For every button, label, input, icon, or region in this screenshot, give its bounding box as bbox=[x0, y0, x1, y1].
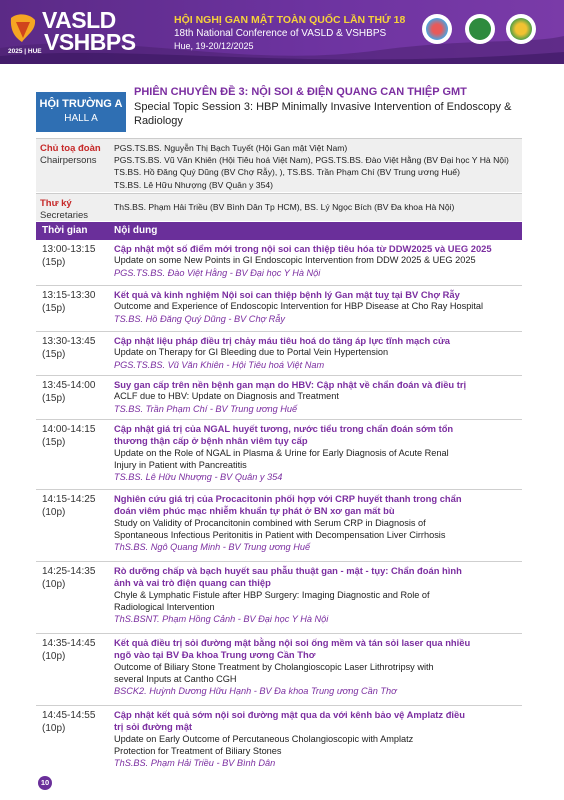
speaker: BSCK2. Huỳnh Dương Hữu Hạnh - BV Đa khoa Trung ương Cần Thơ bbox=[114, 686, 397, 697]
duration: (15p) bbox=[42, 303, 66, 314]
hall-label bbox=[36, 92, 126, 132]
talk-title-vn: ngõ vào tại BV Đa khoa Trung ương Cần Thơ bbox=[114, 649, 316, 661]
schedule-row bbox=[36, 634, 522, 706]
hall-label-vn: HỘI TRƯỜNG A bbox=[39, 98, 123, 110]
talk-title-vn: Cập nhật giá trị của NGAL huyết tương, nước tiểu trong chẩn đoán sớm tổn bbox=[114, 423, 454, 434]
schedule-row bbox=[36, 562, 522, 634]
schedule-row bbox=[36, 420, 522, 490]
vasld-logo bbox=[8, 6, 158, 58]
talk-title-en: Spontaneous Infectious Peritonitis in Patient with Decompensation Liver Cirrhosis bbox=[114, 529, 446, 540]
talk-title-en: Injury in Patient with Pancreatitis bbox=[114, 459, 247, 470]
row-content bbox=[114, 565, 520, 625]
duration: (15p) bbox=[42, 393, 66, 404]
university-badge-icon bbox=[506, 14, 536, 44]
conference-title bbox=[174, 14, 405, 51]
time-range: 14:25-14:35 bbox=[42, 566, 96, 577]
time-range: 13:00-13:15 bbox=[42, 244, 96, 255]
secretaries-label bbox=[40, 198, 112, 221]
schedule-row bbox=[36, 240, 522, 286]
schedule-row bbox=[36, 490, 522, 562]
chairperson-line: PGS.TS.BS. Vũ Văn Khiên (Hội Tiêu hoá Việt Nam), PGS.TS.BS. Đào Việt Hằng (BV Đại học Y Hà Nội) bbox=[114, 155, 509, 166]
talk-title-vn: Suy gan cấp trên nền bệnh gan mạn do HBV: Cập nhật về chẩn đoán và điều trị bbox=[114, 379, 467, 390]
talk-title-vn: Kết quả điều trị sỏi đường mật bằng nội soi ống mềm và tán sỏi laser qua nhiều bbox=[114, 637, 471, 648]
conference-title-en: 18th National Conference of VASLD & VSHBPS bbox=[174, 28, 387, 39]
speaker: TS.BS. Trần Phạm Chí - BV Trung ương Huế bbox=[114, 404, 298, 415]
talk-title-en: Outcome and Experience of Endoscopic Intervention for HBP Disease at Cho Ray Hospital bbox=[114, 301, 484, 312]
row-content bbox=[114, 335, 520, 371]
row-time bbox=[42, 243, 110, 269]
talk-title-en: Protection for Treatment of Biliary Stones bbox=[114, 745, 282, 756]
secretaries-label-en: Secretaries bbox=[40, 210, 89, 221]
talk-title-vn: Cập nhật kết quả sớm nội soi đường mật qua da với kênh bảo vệ Amplatz điều bbox=[114, 709, 465, 720]
row-time bbox=[42, 423, 110, 449]
talk-title-vn: Rò dưỡng chấp và bạch huyết sau phẫu thuật gan - mật - tụy: Chẩn đoán hình bbox=[114, 565, 462, 576]
duration: (10p) bbox=[42, 723, 66, 734]
talk-title-en: several Inputs at Cantho CGH bbox=[114, 673, 237, 684]
talk-title-vn: thương thận cấp ở bệnh nhân viêm tụy cấp bbox=[114, 435, 308, 447]
association-badge-icon bbox=[465, 14, 495, 44]
speaker: TS.BS. Lê Hữu Nhượng - BV Quân y 354 bbox=[114, 472, 283, 483]
schedule-row bbox=[36, 376, 522, 420]
talk-title-vn: Cập nhật một số điểm mới trong nội soi can thiệp tiêu hóa từ DDW2025 và UEG 2025 bbox=[114, 243, 492, 254]
page-number: 10 bbox=[38, 776, 52, 790]
time-range: 13:30-13:45 bbox=[42, 336, 96, 347]
talk-title-en: Update on some New Points in GI Endoscopic Intervention from DDW 2025 & UEG 2025 bbox=[114, 255, 476, 266]
chairperson-line: PGS.TS.BS. Nguyễn Thị Bạch Tuyết (Hội Gan mật Việt Nam) bbox=[114, 143, 348, 153]
chairpersons-label-vn: Chủ toạ đoàn bbox=[40, 143, 101, 154]
time-range: 14:35-14:45 bbox=[42, 638, 96, 649]
talk-title-en: Study on Validity of Procancitonin combined with Serum CRP in Diagnosis of bbox=[114, 517, 426, 528]
duration: (10p) bbox=[42, 579, 66, 590]
schedule-table-header bbox=[36, 222, 522, 240]
row-time bbox=[42, 289, 110, 315]
time-range: 13:45-14:00 bbox=[42, 380, 96, 391]
row-content bbox=[114, 379, 520, 415]
speaker: TS.BS. Hồ Đăng Quý Dũng - BV Chợ Rẫy bbox=[114, 314, 285, 325]
row-time bbox=[42, 565, 110, 591]
row-content bbox=[114, 709, 520, 769]
duration: (15p) bbox=[42, 437, 66, 448]
row-time bbox=[42, 493, 110, 519]
schedule-row bbox=[36, 286, 522, 332]
talk-title-en: Update on Therapy for GI Bleeding due to Portal Vein Hypertension bbox=[114, 347, 389, 358]
talk-title-en: Update on Early Outcome of Percutaneous Cholangioscopic with Amplatz bbox=[114, 733, 414, 744]
time-range: 14:15-14:25 bbox=[42, 494, 96, 505]
talk-title-en: Update on the Role of NGAL in Plasma & Urine for Early Diagnosis of Acute Renal bbox=[114, 447, 449, 458]
row-content bbox=[114, 243, 520, 279]
talk-title-vn: ảnh và vai trò điện quang can thiệp bbox=[114, 577, 271, 589]
row-time bbox=[42, 637, 110, 663]
time-range: 13:15-13:30 bbox=[42, 290, 96, 301]
schedule-row bbox=[36, 332, 522, 376]
talk-title-vn: Kết quả và kinh nghiệm Nội soi can thiệp bệnh lý Gan mật tuỵ tại BV Chợ Rẫy bbox=[114, 289, 460, 300]
speaker: PGS.TS.BS. Vũ Văn Khiên - Hội Tiêu hoá Việt Nam bbox=[114, 360, 325, 371]
speaker: ThS.BS. Ngô Quang Minh - BV Trung ương Huế bbox=[114, 542, 311, 553]
conference-date: Hue, 19-20/12/2025 bbox=[174, 41, 254, 51]
speaker: PGS.TS.BS. Đào Việt Hằng - BV Đại học Y Hà Nội bbox=[114, 268, 321, 279]
liver-emblem-icon bbox=[8, 12, 38, 48]
column-header-content: Nội dung bbox=[114, 225, 158, 236]
row-content bbox=[114, 423, 520, 483]
talk-title-en: ACLF due to HBV: Update on Diagnosis and Treatment bbox=[114, 391, 339, 402]
time-range: 14:45-14:55 bbox=[42, 710, 96, 721]
duration: (15p) bbox=[42, 257, 66, 268]
row-time bbox=[42, 709, 110, 735]
row-content bbox=[114, 289, 520, 325]
row-content bbox=[114, 637, 520, 697]
talk-title-en: Chyle & Lymphatic Fistule after HBP Surgery: Imaging Diagnostic and Role of bbox=[114, 589, 430, 600]
chairpersons-label bbox=[40, 143, 112, 166]
secretaries-label-vn: Thư ký bbox=[40, 198, 72, 209]
logo-text-vasld: VASLD bbox=[42, 7, 116, 33]
chairperson-line: TS.BS. Lê Hữu Nhượng (BV Quân y 354) bbox=[114, 179, 274, 190]
talk-title-vn: Cập nhật liệu pháp điều trị chảy máu tiêu hoá do tăng áp lực tĩnh mạch cửa bbox=[114, 335, 451, 346]
talk-title-vn: đoán viêm phúc mạc nhiễm khuẩn tự phát ở BN xơ gan mất bù bbox=[114, 505, 395, 517]
society-badge-icon bbox=[422, 14, 452, 44]
logo-text-vshbps: VSHBPS bbox=[44, 29, 136, 55]
duration: (15p) bbox=[42, 349, 66, 360]
talk-title-en: Radiological Intervention bbox=[114, 601, 215, 612]
chairpersons-block bbox=[36, 138, 522, 192]
schedule-row bbox=[36, 706, 522, 774]
speaker: ThS.BSNT. Phạm Hồng Cảnh - BV Đại học Y Hà Nội bbox=[114, 614, 329, 625]
talk-title-en: Outcome of Biliary Stone Treatment by Cholangioscopic Laser Lithrotripsy with bbox=[114, 661, 434, 672]
logo-year: 2025 | HUE bbox=[8, 48, 42, 55]
duration: (10p) bbox=[42, 507, 66, 518]
conference-header bbox=[0, 0, 564, 64]
chairpersons-label-en: Chairpersons bbox=[40, 155, 97, 166]
conference-title-vn: HỘI NGHỊ GAN MẬT TOÀN QUỐC LẦN THỨ 18 bbox=[174, 14, 406, 26]
talk-title-vn: Nghiên cứu giá trị của Procacitonin phối hợp với CRP huyết thanh trong chẩn bbox=[114, 493, 462, 504]
speaker: ThS.BS. Phạm Hải Triều - BV Bình Dân bbox=[114, 758, 276, 769]
secretaries-list: ThS.BS. Phạm Hải Triều (BV Bình Dân Tp HCM), BS. Lý Ngọc Bích (BV Đa khoa Hà Nội) bbox=[114, 202, 455, 212]
session-title bbox=[134, 86, 524, 128]
secretaries-block bbox=[36, 193, 522, 221]
session-title-en: Special Topic Session 3: HBP Minimally Invasive Intervention of Endoscopy & Radiology bbox=[134, 101, 512, 127]
session-title-vn: PHIÊN CHUYÊN ĐỀ 3: NỘI SOI & ĐIỆN QUANG CAN THIỆP GMT bbox=[134, 86, 467, 98]
time-range: 14:00-14:15 bbox=[42, 424, 96, 435]
duration: (10p) bbox=[42, 651, 66, 662]
hall-label-en: HALL A bbox=[64, 113, 98, 124]
column-header-time: Thời gian bbox=[42, 225, 88, 236]
talk-title-vn: trị sỏi đường mật bbox=[114, 721, 193, 733]
row-content bbox=[114, 493, 520, 553]
chairperson-line: TS.BS. Hồ Đăng Quý Dũng (BV Chợ Rẫy), ), TS.BS. Trần Phạm Chí (BV Trung ương Huế) bbox=[114, 167, 460, 178]
chairpersons-list bbox=[114, 142, 520, 191]
row-time bbox=[42, 335, 110, 361]
row-time bbox=[42, 379, 110, 405]
